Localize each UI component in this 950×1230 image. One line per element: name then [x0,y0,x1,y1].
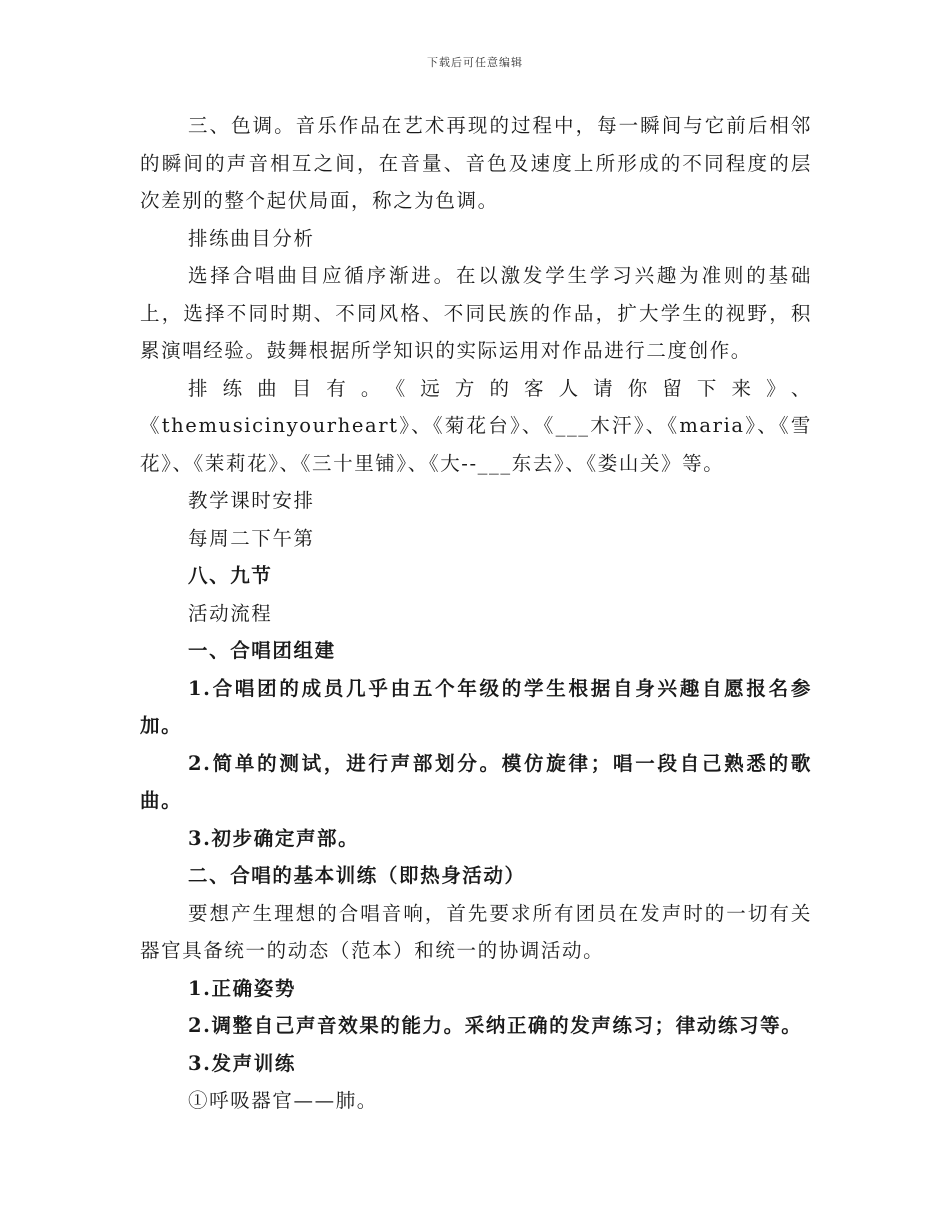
heading-class-schedule: 教学课时安排 [188,489,315,512]
list-item-formation-3: 3.初步确定声部。 [188,826,360,850]
page-header: 下载后可任意编辑 [427,56,523,69]
paragraph-schedule-periods: 八、九节 [188,564,273,587]
heading-basic-training: 二、合唱的基本训练（即热身活动） [188,864,526,887]
paragraph-repertoire-list: 排练曲目有。《远方的客人请你留下来》、《themusicinyourheart》、《菊花台》、《___木汗》、《maria》、《雪花》、《茉莉花》、《三十里铺》、《大--___东去》、《娄山关》等。 [140,376,812,475]
list-item-training-1: 1.正确姿势 [188,976,296,1000]
heading-repertoire-analysis: 排练曲目分析 [188,226,315,250]
paragraph-training-intro: 要想产生理想的合唱音响，首先要求所有团员在发声时的一切有关器官具备统一的动态（范本）和统一的协调活动。 [140,901,812,962]
document-body [140,107,812,1120]
list-item-training-2: 2.调整自己声音效果的能力。采纳正确的发声练习；律动练习等。 [188,1014,803,1037]
paragraph-schedule-day: 每周二下午第 [188,526,315,550]
list-item-formation-1: 1.合唱团的成员几乎由五个年级的学生根据自身兴趣自愿报名参加。 [140,676,812,737]
list-item-formation-2: 2.简单的测试，进行声部划分。模仿旋律；唱一段自己熟悉的歌曲。 [140,751,812,812]
heading-activity-flow: 活动流程 [188,601,273,625]
paragraph-tone-definition: 三、色调。音乐作品在艺术再现的过程中，每一瞬间与它前后相邻的瞬间的声音相互之间，在音量、音色及速度上所形成的不同程度的层次差别的整个起伏局面，称之为色调。 [140,114,812,212]
list-item-training-3: 3.发声训练 [188,1051,296,1075]
paragraph-repertoire-selection: 选择合唱曲目应循序渐进。在以激发学生学习兴趣为准则的基础上，选择不同时期、不同风格、不同民族的作品，扩大学生的视野，积累演唱经验。鼓舞根据所学知识的实际运用对作品进行二度创作。 [140,264,812,362]
heading-choir-formation: 一、合唱团组建 [188,639,336,662]
list-item-respiratory-organ: ①呼吸器官——肺。 [188,1089,378,1112]
